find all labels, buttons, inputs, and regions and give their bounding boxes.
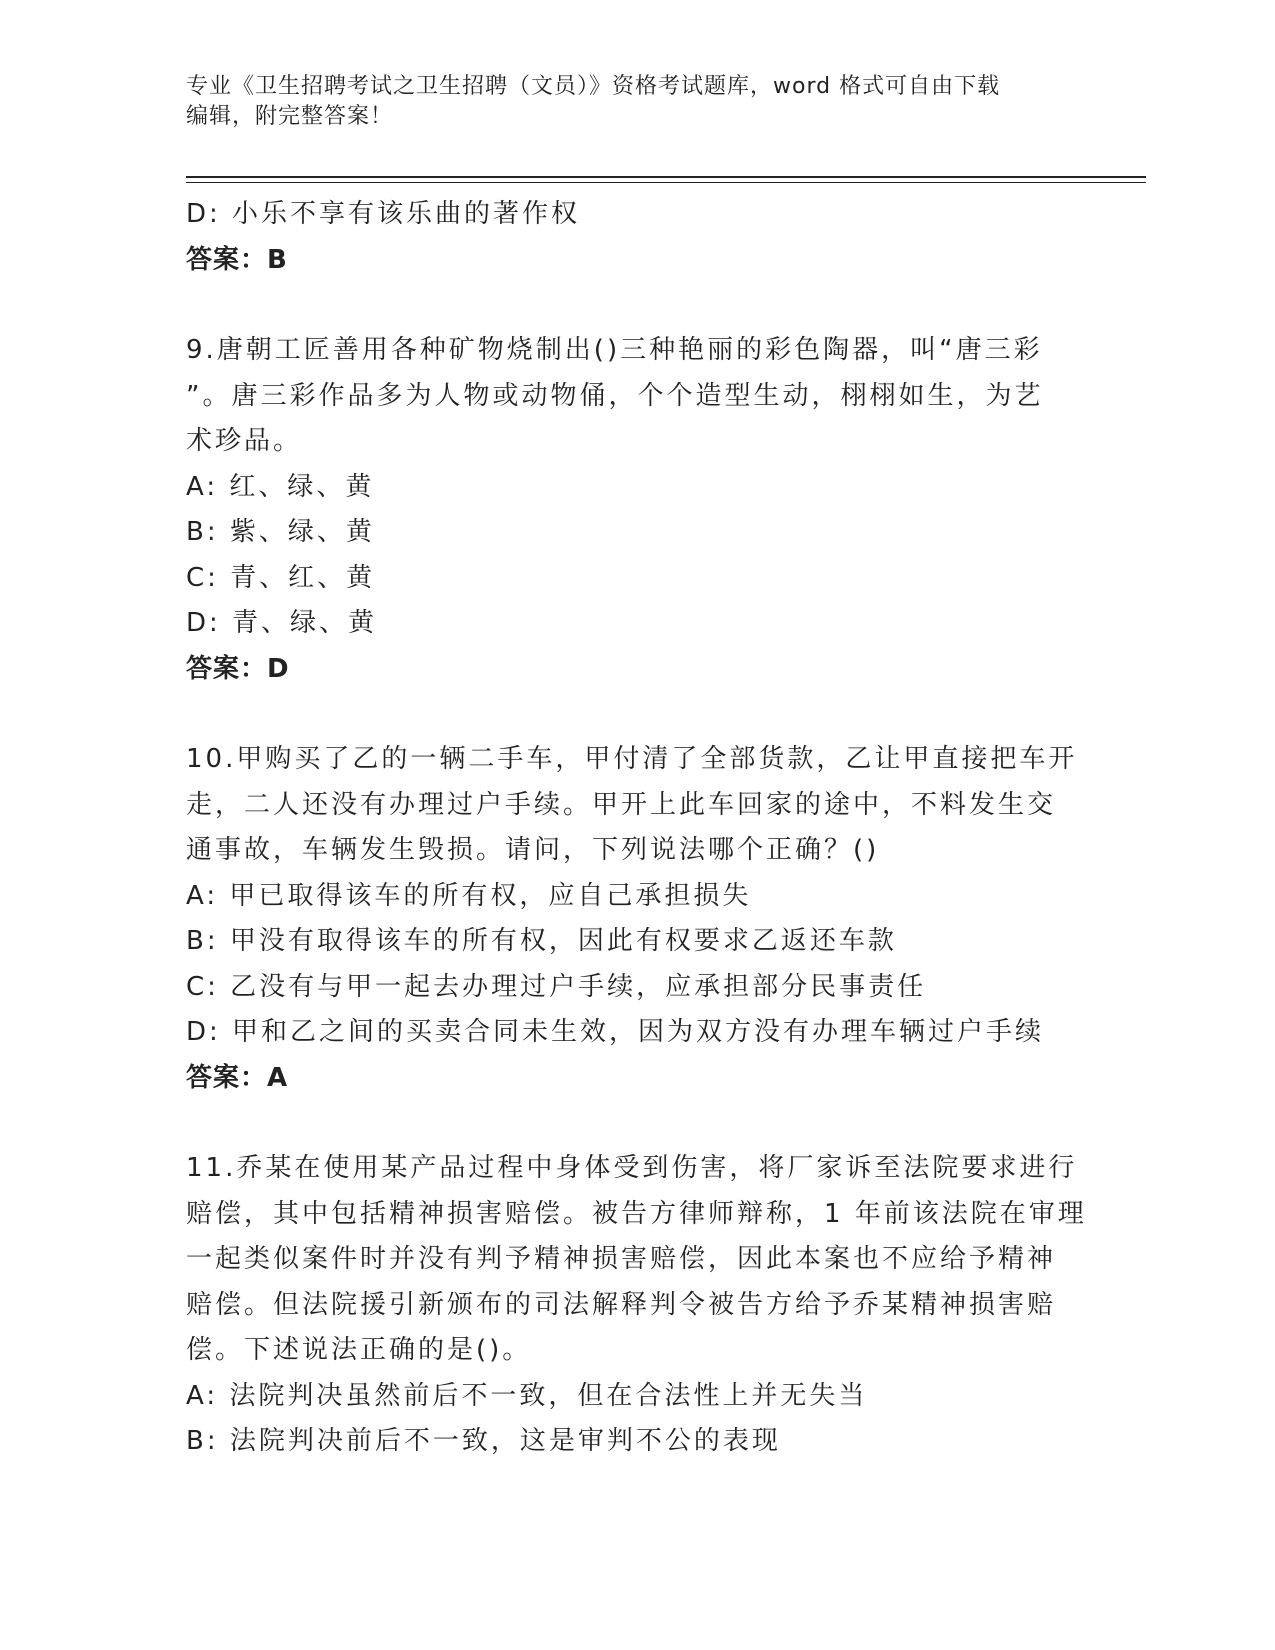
answer: 答案：A <box>186 1062 289 1093</box>
option-a: A: 法院判决虽然前后不一致，但在合法性上并无失当 <box>186 1380 868 1411</box>
option-d: D: 小乐不享有该乐曲的著作权 <box>186 199 581 229</box>
question-9 <box>186 328 1086 692</box>
option-b: B: 法院判决前后不一致，这是审判不公的表现 <box>186 1426 781 1456</box>
question-text: 赔偿，其中包括精神损害赔偿。被告方律师辩称，1 年前该法院在审理 <box>186 1198 1087 1229</box>
header-divider-thick <box>186 176 1146 178</box>
question-text: 9.唐朝工匠善用各种矿物烧制出()三种艳丽的彩色陶器，叫“唐三彩 <box>186 335 1043 365</box>
header-line-2: 编辑，附完整答案！ <box>186 104 394 129</box>
question-text: 偿。下述说法正确的是()。 <box>186 1335 532 1365</box>
question-text: 术珍品。 <box>186 426 303 456</box>
option-c: C: 青、红、黄 <box>186 562 376 593</box>
question-text: 赔偿。但法院援引新颁布的司法解释判令被告方给予乔某精神损害赔 <box>186 1289 1057 1320</box>
option-c: C: 乙没有与甲一起去办理过户手续，应承担部分民事责任 <box>186 971 927 1002</box>
header-divider-thin <box>186 182 1146 183</box>
header-line-1: 专业《卫生招聘考试之卫生招聘（文员）》资格考试题库，word 格式可自由下载 <box>186 74 1001 99</box>
question-8-tail <box>186 192 1086 283</box>
document-header <box>186 72 1086 132</box>
option-d: D: 甲和乙之间的买卖合同未生效，因为双方没有办理车辆过户手续 <box>186 1017 1045 1047</box>
question-11 <box>186 1146 1086 1465</box>
option-b: B: 紫、绿、黄 <box>186 517 375 547</box>
question-text: 10.甲购买了乙的一辆二手车，甲付清了全部货款，乙让甲直接把车开 <box>186 744 1078 774</box>
option-b: B: 甲没有取得该车的所有权，因此有权要求乙返还车款 <box>186 926 897 956</box>
answer: 答案：B <box>186 244 288 275</box>
answer: 答案：D <box>186 653 290 684</box>
option-a: A: 甲已取得该车的所有权，应自己承担损失 <box>186 880 752 911</box>
question-text: 通事故，车辆发生毁损。请问，下列说法哪个正确？() <box>186 835 880 865</box>
option-a: A: 红、绿、黄 <box>186 471 375 502</box>
question-10 <box>186 737 1086 1101</box>
question-text: 走，二人还没有办理过户手续。甲开上此车回家的途中，不料发生交 <box>186 789 1057 820</box>
question-text: 11.乔某在使用某产品过程中身体受到伤害，将厂家诉至法院要求进行 <box>186 1153 1078 1183</box>
question-text: ”。唐三彩作品多为人物或动物俑，个个造型生动，栩栩如生，为艺 <box>186 380 1044 411</box>
option-d: D: 青、绿、黄 <box>186 608 378 638</box>
question-text: 一起类似案件时并没有判予精神损害赔偿，因此本案也不应给予精神 <box>186 1244 1057 1274</box>
document-body <box>186 192 1086 1465</box>
